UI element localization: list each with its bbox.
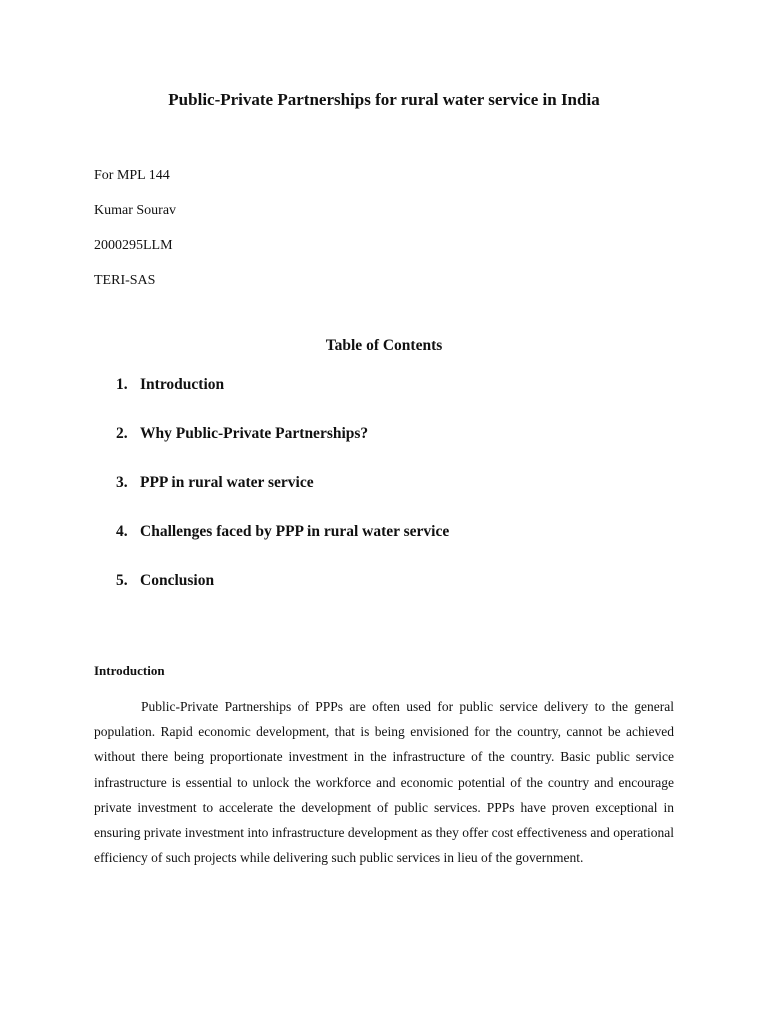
toc-item-label: PPP in rural water service <box>140 474 314 491</box>
toc-item-ppp-rural-water <box>116 473 674 522</box>
toc-item-label: Why Public-Private Partnerships? <box>140 425 369 442</box>
toc-item-number: 4. <box>116 523 128 540</box>
toc-item-introduction <box>116 375 674 424</box>
toc-heading: Table of Contents <box>325 337 443 354</box>
toc-item-number: 1. <box>116 376 128 393</box>
toc-item-challenges <box>116 522 674 571</box>
toc-item-label: Conclusion <box>140 572 215 589</box>
introduction-heading: Introduction <box>94 663 165 678</box>
institution-line: TERI-SAS <box>94 273 156 288</box>
toc-item-label: Challenges faced by PPP in rural water service <box>140 523 450 540</box>
toc-item-why-ppp <box>116 424 674 473</box>
toc-item-label: Introduction <box>140 376 225 393</box>
student-id-line: 2000295LLM <box>94 238 173 253</box>
toc-item-conclusion <box>116 571 674 620</box>
table-of-contents <box>94 375 674 620</box>
course-line: For MPL 144 <box>94 168 170 183</box>
document-meta <box>94 167 674 307</box>
author-line: Kumar Sourav <box>94 203 177 218</box>
toc-item-number: 2. <box>116 425 128 442</box>
document-title: Public-Private Partnerships for rural water service in India <box>168 90 600 109</box>
toc-item-number: 5. <box>116 572 128 589</box>
introduction-paragraph: Public-Private Partnerships of PPPs are often used for public service delivery to the general population. Rapid economic development, that is being envisioned for the country, cannot be achieved without there being proportionate investment in the infrastructure of the country. Basic public service infrastructure is essential to unlock the workforce and economic potential of the country and encourage private investment to accelerate the development of public services. PPPs have proven exceptional in ensuring private investment into infrastructure development as they offer cost effectiveness and operational efficiency of such projects while delivering such public services in lieu of the government. <box>94 699 674 866</box>
toc-item-number: 3. <box>116 474 128 491</box>
